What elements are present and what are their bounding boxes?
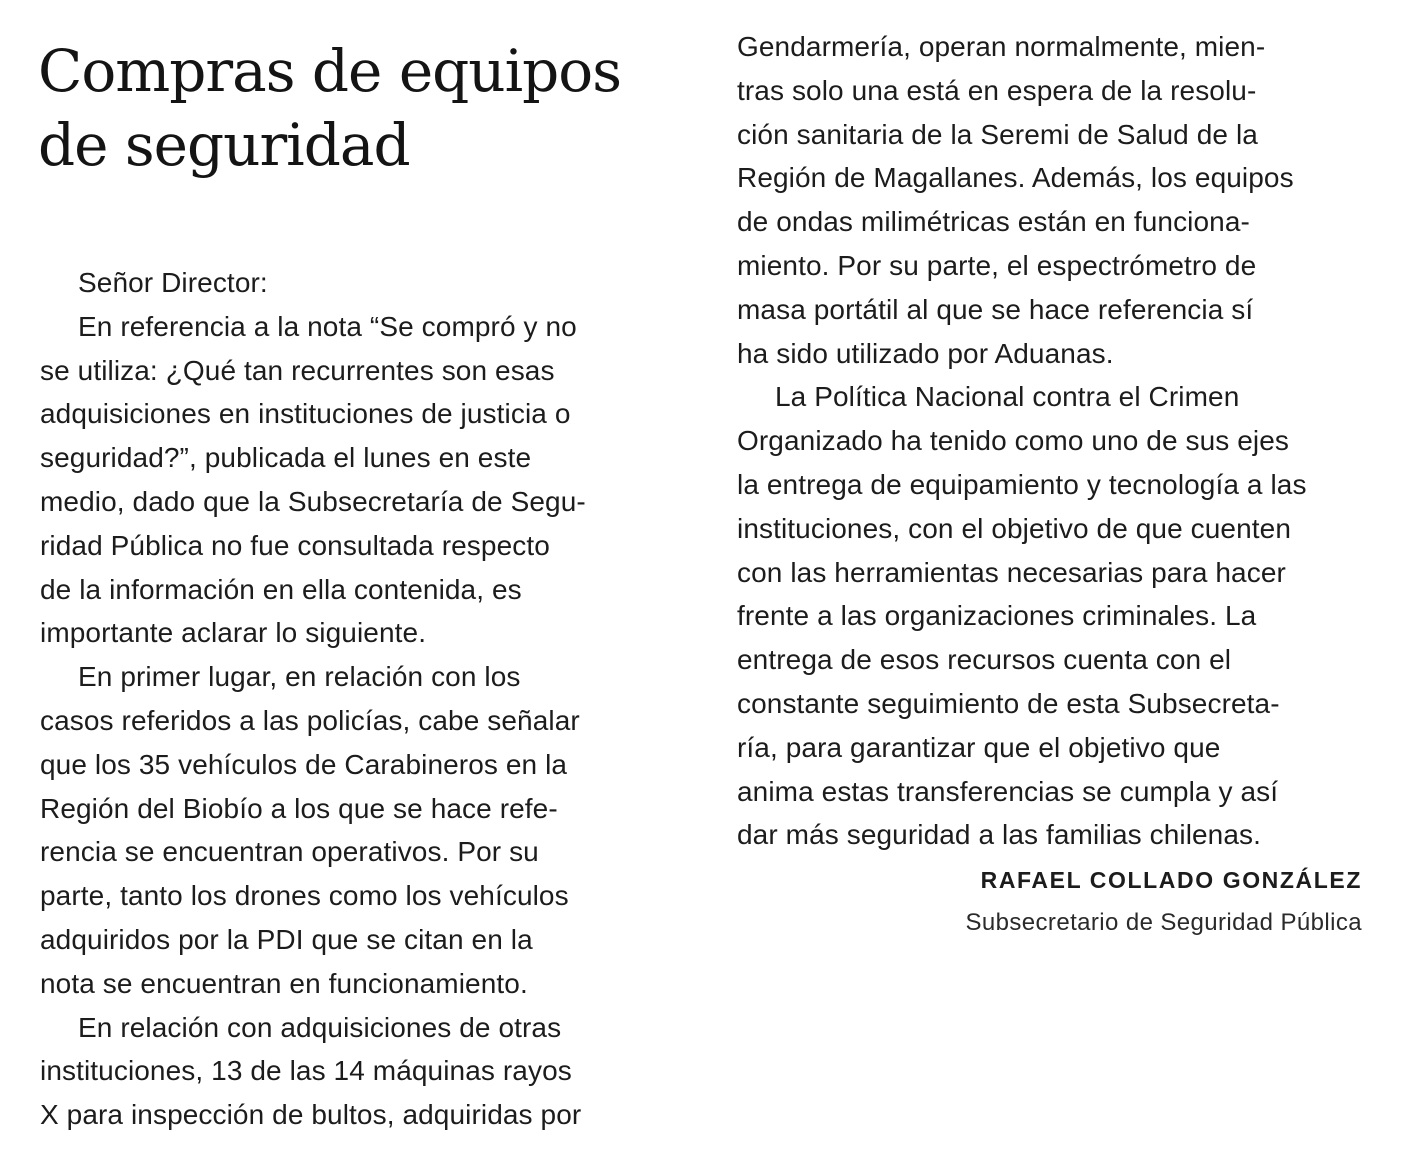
signature-block [965, 862, 1362, 948]
right-column [737, 25, 1377, 857]
body-line: anima estas transferencias se cumpla y así [737, 775, 1279, 807]
body-line: En relación con adquisiciones de otras [78, 1011, 562, 1043]
body-line: adquiridos por la PDI que se citan en la [40, 923, 533, 955]
body-line: rencia se encuentran operativos. Por su [40, 836, 539, 868]
body-line: medio, dado que la Subsecretaría de Segu- [40, 485, 586, 517]
article-title [38, 34, 678, 182]
signature-name: RAFAEL COLLADO GONZÁLEZ [980, 867, 1362, 893]
body-line: seguridad?”, publicada el lunes en este [40, 442, 532, 474]
body-line: masa portátil al que se hace referencia sí [737, 293, 1254, 325]
salutation: Señor Director: [78, 267, 268, 298]
body-line: importante aclarar lo siguiente. [40, 617, 427, 649]
body-line: ha sido utilizado por Aduanas. [737, 337, 1114, 369]
body-line: ción sanitaria de la Seremi de Salud de la [737, 118, 1258, 150]
body-line: que los 35 vehículos de Carabineros en la [40, 748, 568, 780]
body-line: X para inspección de bultos, adquiridas por [40, 1099, 582, 1131]
body-line: casos referidos a las policías, cabe señalar [40, 704, 580, 736]
left-column [40, 261, 675, 1137]
body-line: de la información en ella contenida, es [40, 573, 522, 605]
body-line: de ondas milimétricas están en funciona- [737, 206, 1250, 238]
body-line: la entrega de equipamiento y tecnología a las [737, 468, 1307, 500]
body-line: parte, tanto los drones como los vehículos [40, 880, 569, 912]
body-line: En referencia a la nota “Se compró y no [78, 310, 577, 342]
body-line: La Política Nacional contra el Crimen [775, 381, 1240, 413]
body-line: ridad Pública no fue consultada respecto [40, 529, 550, 561]
body-line: se utiliza: ¿Qué tan recurrentes son esas [40, 354, 555, 386]
body-line: con las herramientas necesarias para hacer [737, 556, 1286, 588]
body-line: Gendarmería, operan normalmente, mien- [737, 31, 1266, 62]
body-line: entrega de esos recursos cuenta con el [737, 644, 1232, 676]
article-title-line: Compras de equipos [38, 37, 621, 105]
article-title-line: de seguridad [38, 111, 410, 179]
body-line: miento. Por su parte, el espectrómetro de [737, 249, 1257, 281]
body-line: instituciones, 13 de las 14 máquinas rayos [40, 1055, 572, 1087]
body-line: frente a las organizaciones criminales. La [737, 600, 1257, 632]
body-line: constante seguimiento de esta Subsecreta- [737, 687, 1280, 719]
body-line: adquisiciones en instituciones de justicia o [40, 398, 571, 430]
body-line: ría, para garantizar que el objetivo que [737, 731, 1221, 763]
body-line: dar más seguridad a las familias chilenas. [737, 819, 1262, 851]
body-line: Organizado ha tenido como uno de sus ejes [737, 425, 1290, 457]
body-line: En primer lugar, en relación con los [78, 661, 521, 693]
signature-role: Subsecretario de Seguridad Pública [965, 909, 1362, 936]
body-line: instituciones, con el objetivo de que cuenten [737, 512, 1291, 544]
body-line: tras solo una está en espera de la resolu- [737, 74, 1257, 106]
body-line: Región del Biobío a los que se hace refe- [40, 792, 558, 824]
body-line: nota se encuentran en funcionamiento. [40, 967, 528, 999]
body-line: Región de Magallanes. Además, los equipos [737, 162, 1294, 194]
